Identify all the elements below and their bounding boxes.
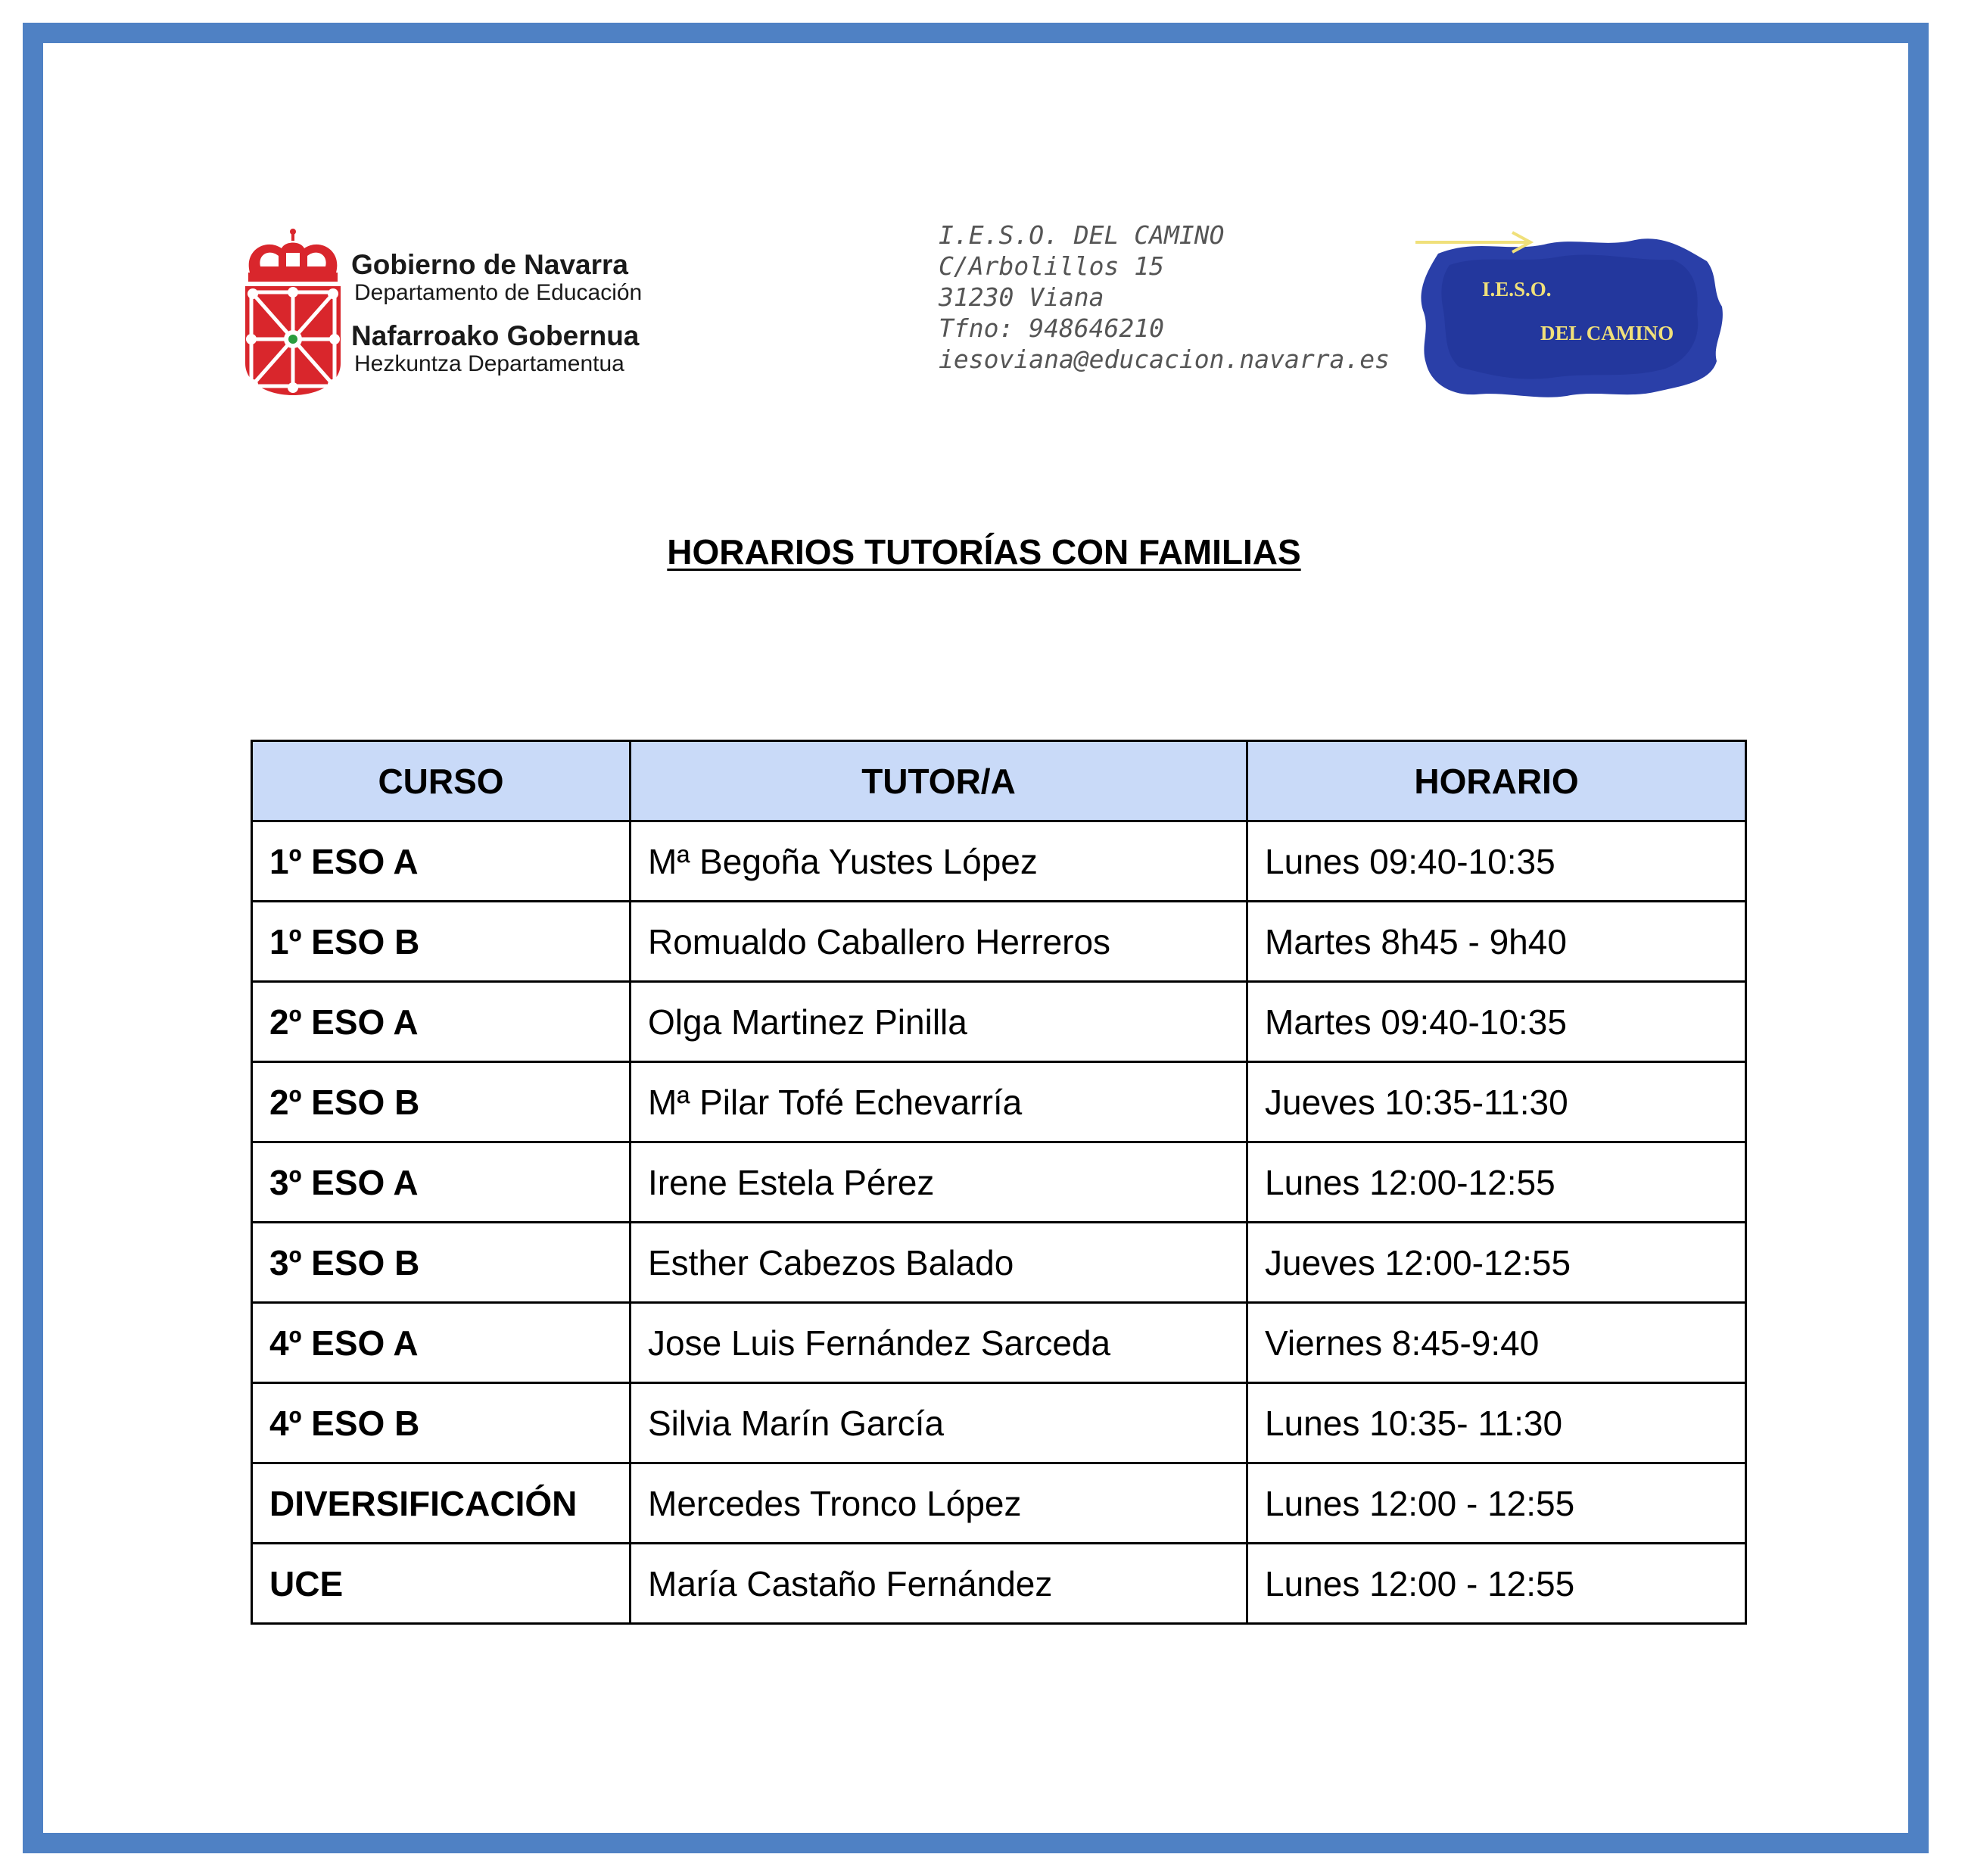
cell-tutor: María Castaño Fernández — [631, 1544, 1247, 1624]
cell-horario: Martes 09:40-10:35 — [1247, 982, 1746, 1062]
school-logo — [1415, 231, 1726, 401]
table-row — [252, 1463, 1746, 1544]
cell-horario: Jueves 12:00-12:55 — [1247, 1223, 1746, 1303]
table-row — [252, 1383, 1746, 1463]
cell-curso: 1º ESO A — [252, 821, 631, 902]
school-logo-line2: DEL CAMINO — [1540, 322, 1674, 344]
yellow-arrow-icon — [1415, 231, 1544, 254]
cell-horario: Martes 8h45 - 9h40 — [1247, 902, 1746, 982]
cell-horario: Lunes 10:35- 11:30 — [1247, 1383, 1746, 1463]
table-row — [252, 1223, 1746, 1303]
cell-tutor: Romualdo Caballero Herreros — [631, 902, 1247, 982]
school-street: C/Arbolillos 15 — [939, 251, 1165, 281]
gov-sub-eu: Hezkuntza Departamentua — [354, 351, 624, 376]
table-row — [252, 1303, 1746, 1383]
school-city: 31230 Viana — [939, 282, 1104, 312]
table-row — [252, 982, 1746, 1062]
cell-curso: 4º ESO B — [252, 1383, 631, 1463]
cell-curso: DIVERSIFICACIÓN — [252, 1463, 631, 1544]
cell-curso: 3º ESO A — [252, 1142, 631, 1223]
cell-tutor: Mª Pilar Tofé Echevarría — [631, 1062, 1247, 1142]
cell-curso: 2º ESO B — [252, 1062, 631, 1142]
cell-curso: 4º ESO A — [252, 1303, 631, 1383]
cell-tutor: Esther Cabezos Balado — [631, 1223, 1247, 1303]
table-row — [252, 1544, 1746, 1624]
header-horario: HORARIO — [1247, 741, 1746, 821]
cell-horario: Lunes 12:00-12:55 — [1247, 1142, 1746, 1223]
gov-navarra-logo — [244, 227, 698, 401]
gov-logo-text — [351, 250, 699, 377]
cell-horario: Lunes 09:40-10:35 — [1247, 821, 1746, 902]
cell-horario: Lunes 12:00 - 12:55 — [1247, 1463, 1746, 1544]
paint-splash-icon — [1415, 231, 1726, 401]
gov-title-eu: Nafarroako Gobernua — [351, 320, 640, 351]
school-email: iesoviana@educacion.navarra.es — [939, 344, 1390, 374]
table-row — [252, 1142, 1746, 1223]
cell-tutor: Mercedes Tronco López — [631, 1463, 1247, 1544]
table-row — [252, 1062, 1746, 1142]
cell-curso: UCE — [252, 1544, 631, 1624]
cell-horario: Jueves 10:35-11:30 — [1247, 1062, 1746, 1142]
page-title: HORARIOS TUTORÍAS CON FAMILIAS — [667, 532, 1301, 572]
table-header-row — [252, 741, 1746, 821]
navarra-shield-icon — [244, 227, 342, 395]
cell-tutor: Jose Luis Fernández Sarceda — [631, 1303, 1247, 1383]
school-phone: Tfno: 948646210 — [939, 313, 1165, 343]
header-curso: CURSO — [252, 741, 631, 821]
cell-horario: Viernes 8:45-9:40 — [1247, 1303, 1746, 1383]
cell-horario: Lunes 12:00 - 12:55 — [1247, 1544, 1746, 1624]
gov-title-es: Gobierno de Navarra — [351, 249, 629, 280]
cell-curso: 1º ESO B — [252, 902, 631, 982]
table-row — [252, 902, 1746, 982]
school-address — [939, 220, 1390, 375]
cell-tutor: Silvia Marín García — [631, 1383, 1247, 1463]
gov-sub-es: Departamento de Educación — [354, 280, 643, 305]
cell-tutor: Irene Estela Pérez — [631, 1142, 1247, 1223]
header-tutor: TUTOR/A — [631, 741, 1247, 821]
school-logo-line1: I.E.S.O. — [1482, 278, 1552, 301]
cell-tutor: Mª Begoña Yustes López — [631, 821, 1247, 902]
cell-curso: 3º ESO B — [252, 1223, 631, 1303]
cell-tutor: Olga Martinez Pinilla — [631, 982, 1247, 1062]
cell-curso: 2º ESO A — [252, 982, 631, 1062]
table-row — [252, 821, 1746, 902]
school-name: I.E.S.O. DEL CAMINO — [939, 220, 1225, 250]
tutoring-schedule-table — [251, 740, 1747, 1625]
